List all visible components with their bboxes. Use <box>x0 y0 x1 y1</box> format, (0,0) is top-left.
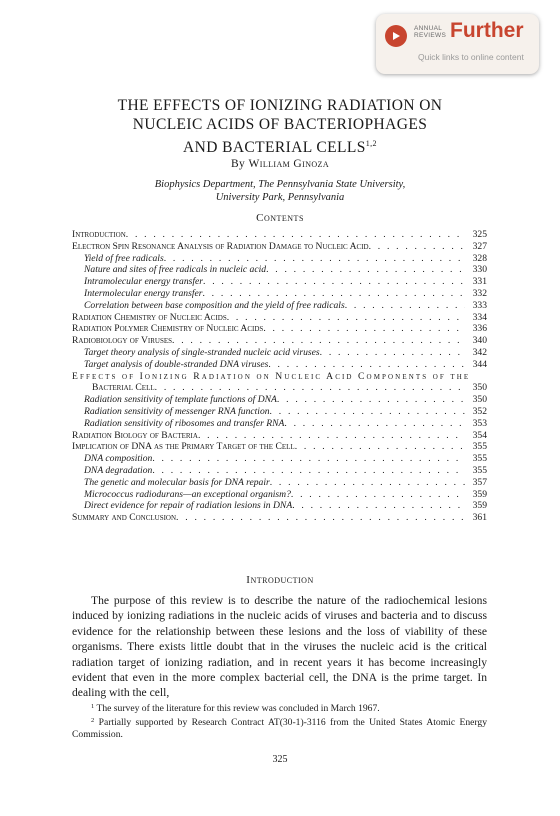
toc-entry[interactable]: Radiation sensitivity of messenger RNA function . . . 352 <box>72 406 487 418</box>
toc-entry[interactable]: DNA degradation . . . 355 <box>72 465 487 477</box>
article-title: THE EFFECTS OF IONIZING RADIATION ON NUCLEIC ACIDS OF BACTERIOPHAGES AND BACTERIAL CELLS$^{1,2}$ <box>117 97 443 156</box>
further-label: Further <box>450 19 524 42</box>
toc-entry[interactable]: Direct evidence for repair of radiation lesions in DNA . . . 359 <box>72 500 487 512</box>
annual-reviews-logo: ANNUAL REVIEWS <box>414 25 447 39</box>
byline: By William Ginoza <box>230 158 330 170</box>
footnotes <box>72 701 487 742</box>
play-icon <box>385 25 407 47</box>
toc-entry[interactable]: Introduction . . . 325 <box>72 229 487 241</box>
quick-links-text: Quick links to online content <box>418 52 524 62</box>
toc-entry[interactable]: Micrococcus radiodurans—an exceptional organism? . . . 359 <box>72 489 487 501</box>
title-footnote-mark: 1,2 <box>365 139 377 148</box>
body-text <box>72 593 487 701</box>
toc-entry[interactable]: The genetic and molecular basis for DNA repair . . . 357 <box>72 477 487 489</box>
toc-entry[interactable]: Radiobiology of Viruses . . . 340 <box>72 335 487 347</box>
footnote: $^1$ The survey of the literature for this review was concluded in March 1967. <box>91 703 380 714</box>
toc-entry[interactable]: Target analysis of double-stranded DNA viruses . . . 344 <box>72 359 487 371</box>
affiliation: Biophysics Department, The Pennsylvania State University, University Park, Pennsylvania <box>154 179 406 203</box>
toc-entry[interactable]: Effects of Ionizing Radiation on Nucleic Acid Components of the <box>72 370 471 382</box>
toc-entry[interactable]: Implication of DNA as the Primary Target of the Cell . . . 355 <box>72 441 487 453</box>
table-of-contents <box>72 229 487 524</box>
contents-heading: Contents <box>256 212 304 224</box>
introduction-heading: Introduction <box>246 574 314 586</box>
toc-entry[interactable]: DNA composition . . . 355 <box>72 453 487 465</box>
toc-entry[interactable]: Target theory analysis of single-stranded nucleic acid viruses . . . 342 <box>72 347 487 359</box>
toc-entry[interactable]: Radiation sensitivity of template functions of DNA . . . 350 <box>72 394 487 406</box>
toc-entry[interactable]: Intramolecular energy transfer . . . 331 <box>72 276 487 288</box>
toc-entry[interactable]: Radiation sensitivity of ribosomes and transfer RNA . . . 353 <box>72 418 487 430</box>
toc-entry[interactable]: Radiation Polymer Chemistry of Nucleic Acids . . . 336 <box>72 323 487 335</box>
footnote: $^2$ Partially supported by Research Contract AT(30-1)-3116 from the United States Atomic Energy Commission. <box>72 717 487 741</box>
toc-entry[interactable]: Nature and sites of free radicals in nucleic acid . . . 330 <box>72 264 487 276</box>
toc-entry[interactable]: Intermolecular energy transfer . . . 332 <box>72 288 487 300</box>
toc-entry[interactable]: Yield of free radicals . . . 328 <box>72 253 487 265</box>
body-paragraph: The purpose of this review is to describe the nature of the radiochemical lesions induced by ionizing radiations in the nucleic acids of viruses and bacteria and to discuss evidence for the relationship between these lesions and the loss of viability of these organisms. There exists little doubt that in the viruses the nucleic acid is the critical radiation target of ionizing radiation, and in recent years it has become increasingly evident that even in the more complex bacterial cell, the DNA is the prime target. In dealing with the cell, <box>72 594 487 700</box>
author-name: William Ginoza <box>248 158 330 170</box>
toc-entry[interactable]: Radiation Biology of Bacteria . . . 354 <box>72 430 487 442</box>
toc-entry[interactable]: Correlation between base composition and the yield of free radicals . . . 333 <box>72 300 487 312</box>
toc-entry[interactable]: Summary and Conclusion . . . 361 <box>72 512 487 524</box>
page-number: 325 <box>272 754 288 765</box>
toc-entry[interactable]: Bacterial Cell . . . 350 <box>72 382 487 394</box>
toc-entry[interactable]: Electron Spin Resonance Analysis of Radiation Damage to Nucleic Acid . . . 327 <box>72 241 487 253</box>
toc-entry[interactable]: Radiation Chemistry of Nucleic Acids . . . 334 <box>72 312 487 324</box>
further-badge[interactable] <box>376 14 539 74</box>
